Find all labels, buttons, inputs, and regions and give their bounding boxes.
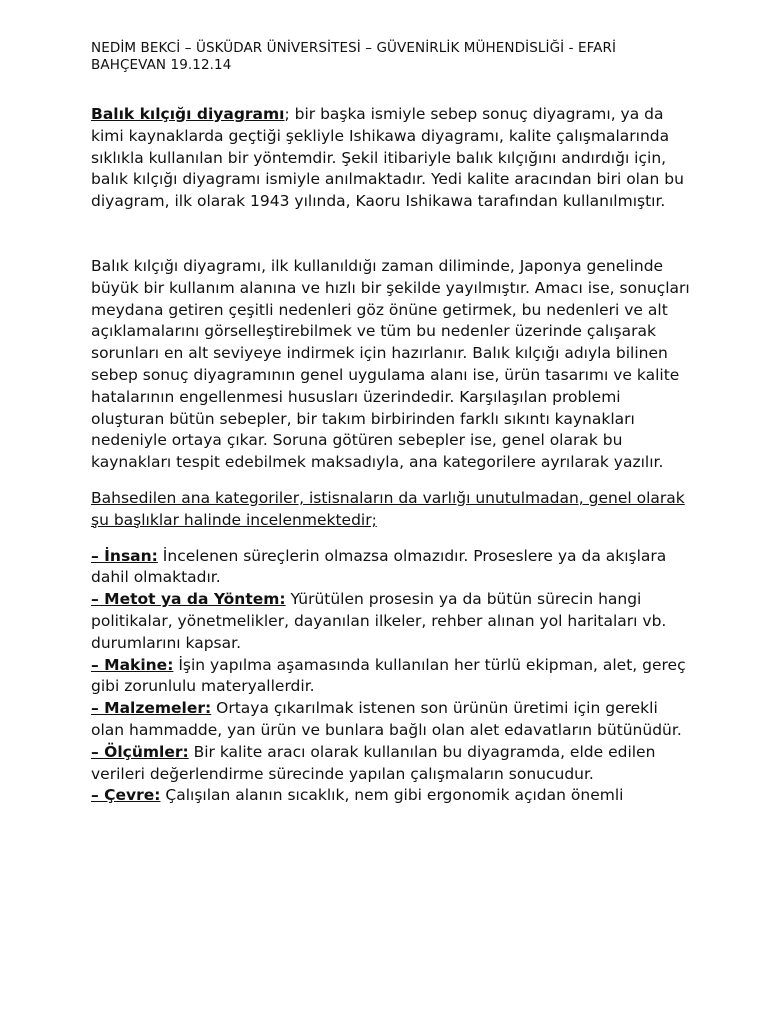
category-text: Çalışılan alanın sıcaklık, nem gibi ergonomik açıdan önemli [160, 786, 624, 805]
spacer [91, 213, 691, 256]
categories-list [91, 546, 691, 808]
category-term: – Makine: [91, 655, 174, 674]
header-line-author-institution: NEDİM BEKCİ – ÜSKÜDAR ÜNİVERSİTESİ – GÜVENİRLİK MÜHENDİSLİĞİ - EFARİ [91, 40, 617, 56]
intro-paragraph [91, 104, 691, 213]
document-page [91, 40, 691, 807]
category-text: Yürütülen prosesin ya da bütün sürecin hangi politikalar, yönetmelikler, dayanılan ilkeler, rehber alınan yol haritaları vb. durumlarını kapsar. [91, 590, 667, 652]
category-text: Ortaya çıkarılmak istenen son ürünün üretimi için gerekli olan hammadde, yan ürün ve bunlara bağlı olan alet edavatların bütünüdür. [91, 699, 682, 739]
category-item-metot [91, 589, 691, 654]
intro-text: ; bir başka ismiyle sebep sonuç diyagramı, ya da kimi kaynaklarda geçtiği şekliyle Ishikawa diyagramı, kalite çalışmalarında sıklıkla kullanılan bir yöntemdir. Şekil itibariyle balık kılçığını andırdığı için, balık kılçığı diyagramı ismiyle anılmaktadır. Yedi kalite aracından biri olan bu diyagram, ilk olarak 1943 yılında, Kaoru Ishikawa tarafından kullanılmıştır. [91, 105, 684, 211]
category-item-cevre [91, 785, 691, 807]
category-term: – Çevre: [91, 786, 161, 805]
categories-intro: Bahsedilen ana kategoriler, istisnaların da varlığı unutulmadan, genel olarak şu başlıklar halinde incelenmektedir; [91, 488, 685, 529]
category-text: İşin yapılma aşamasında kullanılan her türlü ekipman, alet, gereç gibi zorunlulu materyallerdir. [91, 655, 686, 696]
category-term: – Metot ya da Yöntem: [91, 590, 286, 609]
category-term: – Malzemeler: [91, 699, 212, 718]
category-text: İncelenen süreçlerin olmazsa olmazıdır. Proseslere ya da akışlara dahil olmaktadır. [91, 546, 667, 587]
category-item-makine [91, 655, 691, 699]
spacer [91, 474, 691, 488]
intro-term: Balık kılçığı diyagramı [91, 105, 285, 123]
category-term: – İnsan: [91, 546, 158, 565]
spacer [91, 532, 691, 546]
document-header [91, 40, 691, 74]
category-item-olcumler [91, 742, 691, 786]
category-item-insan [91, 546, 691, 590]
category-text: Bir kalite aracı olarak kullanılan bu diyagramda, elde edilen verileri değerlendirme sürecinde yapılan çalışmaların sonucudur. [91, 742, 656, 783]
category-term: – Ölçümler: [91, 742, 189, 761]
body-paragraph: Balık kılçığı diyagramı, ilk kullanıldığı zaman diliminde, Japonya genelinde büyük bir kullanım alanına ve hızlı bir şekilde yayılmıştır. Amacı ise, sonuçları meydana getiren çeşitli nedenleri göz önüne getirmek, bu nedenleri ve alt açıklamalarını görselleştirebilmek ve tüm bu nedenler üzerinde çalışarak sorunları en alt seviyeye indirmek için hazırlanır. Balık kılçığı adıyla bilinen sebep sonuç diyagramının genel uygulama alanı ise, ürün tasarımı ve kalite hatalarının engellenmesi hususları üzerindedir. Karşılaşılan problemi oluşturan bütün sebepler, bir takım birbirinden farklı sıkıntı kaynakları nedeniyle ortaya çıkar. Soruna götüren sebepler ise, genel olarak bu kaynakları tespit edebilmek maksadıyla, ana kategorilere ayrılarak yazılır. [91, 256, 690, 472]
header-line-name-date: BAHÇEVAN 19.12.14 [91, 57, 232, 73]
category-item-malzemeler [91, 698, 691, 742]
